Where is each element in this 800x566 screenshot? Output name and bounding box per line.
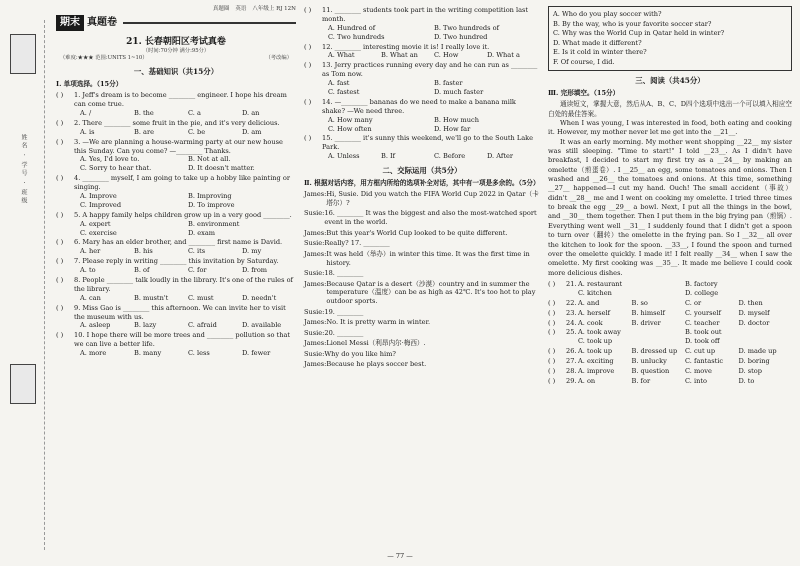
question-body [322,43,540,61]
dialog-line [304,360,540,369]
question-stem: 11. ________ students took part in the writing competition last month. [322,6,529,23]
question-stem: 8. People ________ talk loudly in the library. It's one of the rules of the library. [74,276,293,293]
cloze-options-row [578,299,792,308]
answer-bracket: ( ) [548,328,556,337]
answer-bracket: ( ) [548,376,556,385]
question-options [74,155,296,173]
option: B. Two hundreds of [434,23,500,32]
question-options [322,24,540,42]
option: B. took out [685,328,722,337]
option: C. exercise [80,228,117,237]
cloze-number: 27. [566,357,577,366]
option: A. to [80,266,96,275]
option: D. It doesn't matter. [188,164,255,173]
answer-bracket: ( ) [56,137,64,146]
question-stem: 13. Jerry practices running every day and he can run as ________ as Tom now. [322,61,538,79]
option: A. is [80,127,95,136]
option: B. dressed up [631,347,678,356]
speaker: Susie: [304,209,325,218]
question-stem: 12. ________ interesting movie it is! I really love it. [322,42,490,51]
question-options [74,109,296,118]
option: B. faster [434,79,463,88]
question-body [74,174,296,210]
option: B. are [134,127,155,136]
cloze-options-row [578,357,792,366]
answer-bracket: ( ) [548,279,556,288]
option: B. environment [188,219,240,228]
question-item [56,119,296,137]
option: A. on [578,376,596,385]
utterance: 20. ________ [324,328,364,337]
paper-meta: （时间:70分钟 满分:95分） [142,48,210,55]
cloze-item [548,299,792,308]
option: A. asleep [80,321,111,330]
subject-name: 英语 [235,6,247,12]
option: A. How many [328,115,373,124]
cloze-number: 21. [566,279,577,288]
answer-bracket: ( ) [548,367,556,375]
question-body [74,119,296,137]
cloze-number: 28. [566,367,577,375]
answer-bracket: ( ) [304,61,312,70]
answer-bracket: ( ) [548,357,556,366]
question-stem: 1. Jeff's dream is to become ________ engineer. I hope his dream can come true. [74,91,287,109]
option: A. What [328,51,355,60]
option: C. a [188,109,201,117]
section-1-subtitle: Ⅰ. 单项选择。（15分） [56,80,123,89]
cloze-options-row [578,309,792,318]
cloze-body [566,328,792,346]
utterance: Why do you like him? [324,349,396,358]
option: D. to [738,376,755,385]
answer-bracket: ( ) [548,298,556,307]
option: C. fantastic [685,357,724,366]
question-item [304,98,540,134]
question-stem: 6. Mary has an elder brother, and ________ first name is David. [74,238,283,247]
option: A. exciting [578,357,614,366]
option: C. afraid [188,321,217,330]
option: B. for [631,376,651,385]
speaker: James: [304,190,327,199]
dialog-line [304,190,540,208]
option: C. yourself [685,308,721,317]
option: A. took away [578,328,621,337]
cloze-number: 29. [566,376,577,385]
option: B. his [134,247,153,256]
cloze-options-row [578,319,792,328]
utterance: 19. ________ [324,307,364,316]
cloze-instructions: 通读短文，掌握大意，然后从A、B、C、D四个选项中选出一个可以填入相应空白处的最佳答案。 [548,100,792,118]
section-3-title: 三、阅读（共45分） [635,76,705,86]
question-item [56,138,296,174]
option: B. If [381,152,396,161]
cloze-number: 23. [566,308,577,317]
question-options [322,51,540,60]
banner-label: 真题卷 [87,17,117,29]
section-1-title: 一、基础知识（共15分） [133,67,219,77]
cloze-body [566,377,792,386]
cloze-passage [548,119,792,278]
cloze-body [566,367,792,376]
choice-option: C. Why was the World Cup in Qatar held in winter? [553,29,725,38]
utterance: Because he plays soccer best. [326,360,427,369]
option: D. college [685,288,719,297]
question-options [74,294,296,303]
speaker: James: [304,318,327,327]
utterance: Because Qatar is a desert（沙漠）country and in summer the temperature（温度）can be as high as 42℃. It's too hot to play outdoor sports. [326,279,536,306]
speaker: James: [304,228,327,237]
option: D. doctor [738,318,770,327]
utterance: But this year's World Cup looked to be quite different. [326,228,508,237]
option: C. How often [328,124,372,133]
cloze-body [566,299,792,308]
question-item [56,211,296,238]
choice-option: E. Is it cold in winter there? [553,48,647,57]
answer-bracket: ( ) [548,308,556,317]
option: B. How much [434,115,479,124]
option: D. exam [188,228,216,237]
question-options [322,116,540,134]
cloze-item [548,357,792,366]
cloze-options-row [578,328,792,346]
option: A. fast [328,79,350,88]
section-3-subtitle: Ⅲ. 完形填空。（15分） [548,89,620,98]
option: D. my [242,247,262,256]
option: C. cut up [685,347,716,356]
option: B. What an [381,51,418,60]
option: A. Yes, I'd love to. [80,155,140,164]
cloze-item [548,328,792,346]
question-stem: 5. A happy family helps children grow up in a very good ________. [74,210,292,219]
question-stem: 15. ________ it's sunny this weekend, we'll go to the South Lake Park. [322,134,534,152]
answer-bracket: ( ) [56,174,64,183]
mcq-list [56,91,296,358]
question-item [304,134,540,161]
option: D. much faster [434,88,484,97]
option: C. took up [578,337,613,346]
question-options [322,152,540,161]
section-2-title: 二、交际运用（共5分） [382,166,462,176]
option: A. Hundred of [328,23,376,32]
option: D. needn't [242,293,277,302]
cloze-item [548,347,792,356]
answer-bracket: ( ) [56,91,64,100]
option: D. To improve [188,200,235,209]
dialog-line [304,350,540,359]
column-2 [304,6,540,371]
option: B. of [134,266,150,275]
cloze-number: 25. [566,328,577,337]
difficulty-label: （难度:★★★ 范围:UNITS 1~10） [60,55,148,62]
column-3 [548,6,792,387]
option: C. Improved [80,200,122,209]
question-options [74,321,296,330]
option: D. How far [434,124,471,133]
question-item [56,304,296,331]
option: D. myself [738,308,770,317]
banner-rule [123,22,296,24]
option: C. must [188,293,214,302]
brand-logo-bottom [10,364,36,404]
dialog-line [304,280,540,307]
option: B. mustn't [134,293,169,302]
dialog-line [304,250,540,268]
option: D. After [487,152,514,161]
option: B. Improving [188,192,232,201]
passage-paragraph: When I was young, I was interested in food, both eating and cooking it. However, my mother never let me get into the __21__. [548,118,792,137]
option: B. Not at all. [188,155,231,164]
option: D. took off [685,337,720,346]
cloze-item [548,377,792,386]
option: A. can [80,293,101,302]
answer-bracket: ( ) [304,6,312,14]
question-options [322,79,540,97]
option: D. available [242,321,282,330]
speaker: Susie: [304,328,325,337]
question-item [56,257,296,275]
option: C. its [188,247,206,256]
brand-logo-top [10,34,36,74]
option: A. herself [578,308,611,317]
banner-badge: 期末 [56,15,84,31]
option: B. driver [631,318,661,327]
option: A. / [80,109,92,117]
question-options [74,349,296,358]
series-name: 真题圈 [212,6,230,12]
question-item [56,276,296,303]
option: A. took up [578,347,613,356]
binding-fields: 姓名 · 学号 · 班级 [20,134,28,206]
option: C. for [188,266,207,275]
option: D. then [738,298,763,307]
cloze-number: 26. [566,347,577,356]
banner [56,15,296,31]
cloze-options-row [578,280,792,298]
option: A. Improve [80,192,117,201]
question-item [56,331,296,358]
question-body [74,257,296,275]
grade-label: 八年级上 RJ 12N [252,6,296,12]
dialog-line [304,308,540,317]
question-item [56,174,296,210]
option: C. fastest [328,88,360,97]
speaker: James: [304,339,327,348]
option: D. made up [738,347,777,356]
answer-bracket: ( ) [304,97,312,106]
option: C. kitchen [578,288,612,297]
question-body [74,331,296,358]
option: D. from [242,266,268,275]
question-options [74,220,296,238]
question-body [322,134,540,161]
answer-bracket: ( ) [56,303,64,312]
paper-kind: （考改编） [265,55,292,62]
answer-bracket: ( ) [56,238,64,247]
option: C. be [188,127,206,136]
cloze-options-row [578,367,792,376]
option: B. many [134,349,162,358]
option: B. himself [631,308,665,317]
question-stem: 4. ________ myself, I am going to take up a hobby like painting or singing. [74,174,290,192]
page-header [56,6,296,13]
option: A. cook [578,318,603,327]
option: A. improve [578,367,615,375]
question-body [74,138,296,174]
speaker: James: [304,360,327,369]
question-options [74,266,296,275]
paper-meta-row [56,55,296,62]
question-body [322,61,540,97]
answer-bracket: ( ) [56,118,64,127]
dialog-line [304,209,540,227]
question-item [56,91,296,118]
choice-option: B. By the way, who is your favorite soccer star? [553,19,712,28]
question-options [74,247,296,256]
dialog [304,190,540,369]
utterance: Really? 17. ________ [324,239,390,248]
option: C. less [188,349,210,358]
utterance: 16. ________ It was the biggest and also the most-watched sport event in the world. [324,209,537,227]
option: C. or [685,298,702,307]
cloze-body [566,319,792,328]
cloze-options-row [578,377,792,386]
speaker: Susie: [304,349,325,358]
cloze-body [566,309,792,318]
option: A. more [80,349,107,358]
option: C. Two hundreds [328,32,385,41]
choice-option: F. Of course, I did. [553,57,615,66]
speaker: Susie: [304,307,325,316]
utterance: 18. ________ [324,269,364,278]
passage-paragraph: It was an early morning. My mother went shopping __22__ my sister was still sleeping. "Time to start!" I told __23__. As I didn't have breakfast, I decided to start my first try as a __24__ by making an omelette（煎蛋卷）. I __25__ an egg, some tomatoes and onions. Then I washed and __26__ the tomatoes and onions. At this time, something __27__ happened—I cut my hand. Ouch! The small accident（事故）didn't __28__ me and I went on cooking my omelette. I tried three times to break the egg __29__ a bowl. Next, I put all the things in the bowl, and __30__ them together. Then I put them in the big frying pan（煎锅）. Everything went well __31__ I suddenly found that I didn't get a spoon to turn over（翻转）the omelette in the frying pan. So I __32__ all over the kitchen to look for the spoon. __33__, I found the spoon and turned over the omelette quickly. I made it! I felt really __34__ when I saw the omelette. My first cooking was __35__. It made me believe I could cook more delicious dishes. [548,137,792,277]
question-options [74,192,296,210]
paper-title: 21. 长春朝阳区考试真卷 [126,36,226,47]
cloze-item [548,309,792,318]
option: A. and [578,298,600,307]
answer-bracket: ( ) [56,257,64,266]
option: D. stop [738,367,762,375]
left-binding-strip [6,30,40,550]
answer-bracket: ( ) [56,331,64,340]
cloze-number: 22. [566,298,577,307]
option: B. factory [685,279,718,288]
option: C. Before [434,152,466,161]
cloze-body [566,357,792,366]
utterance: Lionel Messi（利昂内尔·梅西）. [326,339,426,348]
utterance: It was held（举办）in winter this time. It was the first time in history. [326,249,530,267]
choice-box [548,6,792,71]
utterance: No. It is pretty warm in winter. [326,318,431,327]
column-1 [56,6,296,359]
question-stem: 3. —We are planning a house-warming party at our new house this Sunday. Can you come? —________ Thanks. [74,137,283,155]
question-stem: 14. —________ bananas do we need to make a banana milk shake? —We need three. [322,97,516,115]
question-body [74,276,296,303]
option: B. lazy [134,321,157,330]
option: C. Sorry to hear that. [80,164,152,173]
question-body [74,238,296,256]
option: B. unlucky [631,357,667,366]
option: D. fewer [242,349,271,358]
answer-bracket: ( ) [56,210,64,219]
dialog-line [304,229,540,238]
cloze-item [548,367,792,376]
question-item [304,61,540,97]
utterance: Hi, Susie. Did you watch the FIFA World Cup 2022 in Qatar（卡塔尔）? [326,190,539,207]
cloze-body [566,280,792,298]
cloze-options [548,280,792,386]
dialog-line [304,339,540,348]
question-stem: 10. I hope there will be more trees and ________ pollution so that we can live a better life. [74,331,291,349]
answer-bracket: ( ) [56,276,64,285]
option: D. an [242,109,260,117]
option: D. am [242,127,262,136]
question-item [304,43,540,61]
dialog-line [304,269,540,278]
answer-bracket: ( ) [304,42,312,51]
option: A. expert [80,219,111,228]
question-body [322,6,540,42]
question-options [74,128,296,137]
dialog-line [304,318,540,327]
option: A. restaurant [578,279,623,288]
question-stem: 7. Please reply in writing ________ this invitation by Saturday. [74,257,279,266]
option: C. How [434,51,459,60]
question-body [74,91,296,118]
cloze-body [566,347,792,356]
question-body [74,304,296,331]
speaker: Susie: [304,239,325,248]
dialog-line [304,329,540,338]
question-stem: 9. Miss Gao is ________ this afternoon. We can invite her to visit the museum with us. [74,303,286,321]
question-item [304,6,540,42]
choice-option: A. Who do you play soccer with? [553,10,662,18]
question-body [74,211,296,238]
option: B. question [631,367,670,375]
page-number: — 77 — [387,552,413,560]
answer-bracket: ( ) [304,134,312,143]
cloze-item [548,280,792,298]
answer-bracket: ( ) [548,347,556,356]
speaker: Susie: [304,269,325,278]
option: C. move [685,367,712,375]
question-stem: 2. There ________ some fruit in the pie, and it's very delicious. [74,118,280,127]
cut-line [44,20,45,550]
option: D. boring [738,357,770,366]
speaker: James: [304,279,327,288]
question-item [56,238,296,256]
speaker: James: [304,249,327,258]
cloze-number: 24. [566,318,577,327]
question-body [322,98,540,134]
option: B. the [134,109,154,117]
section-2-subtitle: Ⅱ. 根据对话内容，用方框内所给的选项补全对话，其中有一项是多余的。（5分） [304,179,540,188]
choice-option: D. What made it different? [553,38,642,47]
mcq2-list [304,6,540,161]
option: D. What a [487,51,520,60]
option: A. Unless [328,152,360,161]
option: A. her [80,247,101,256]
option: C. into [685,376,707,385]
answer-bracket: ( ) [548,318,556,327]
cloze-item [548,319,792,328]
option: C. teacher [685,318,720,327]
option: B. so [631,298,648,307]
option: D. Two hundred [434,32,488,41]
cloze-options-row [578,347,792,356]
dialog-line [304,239,540,248]
